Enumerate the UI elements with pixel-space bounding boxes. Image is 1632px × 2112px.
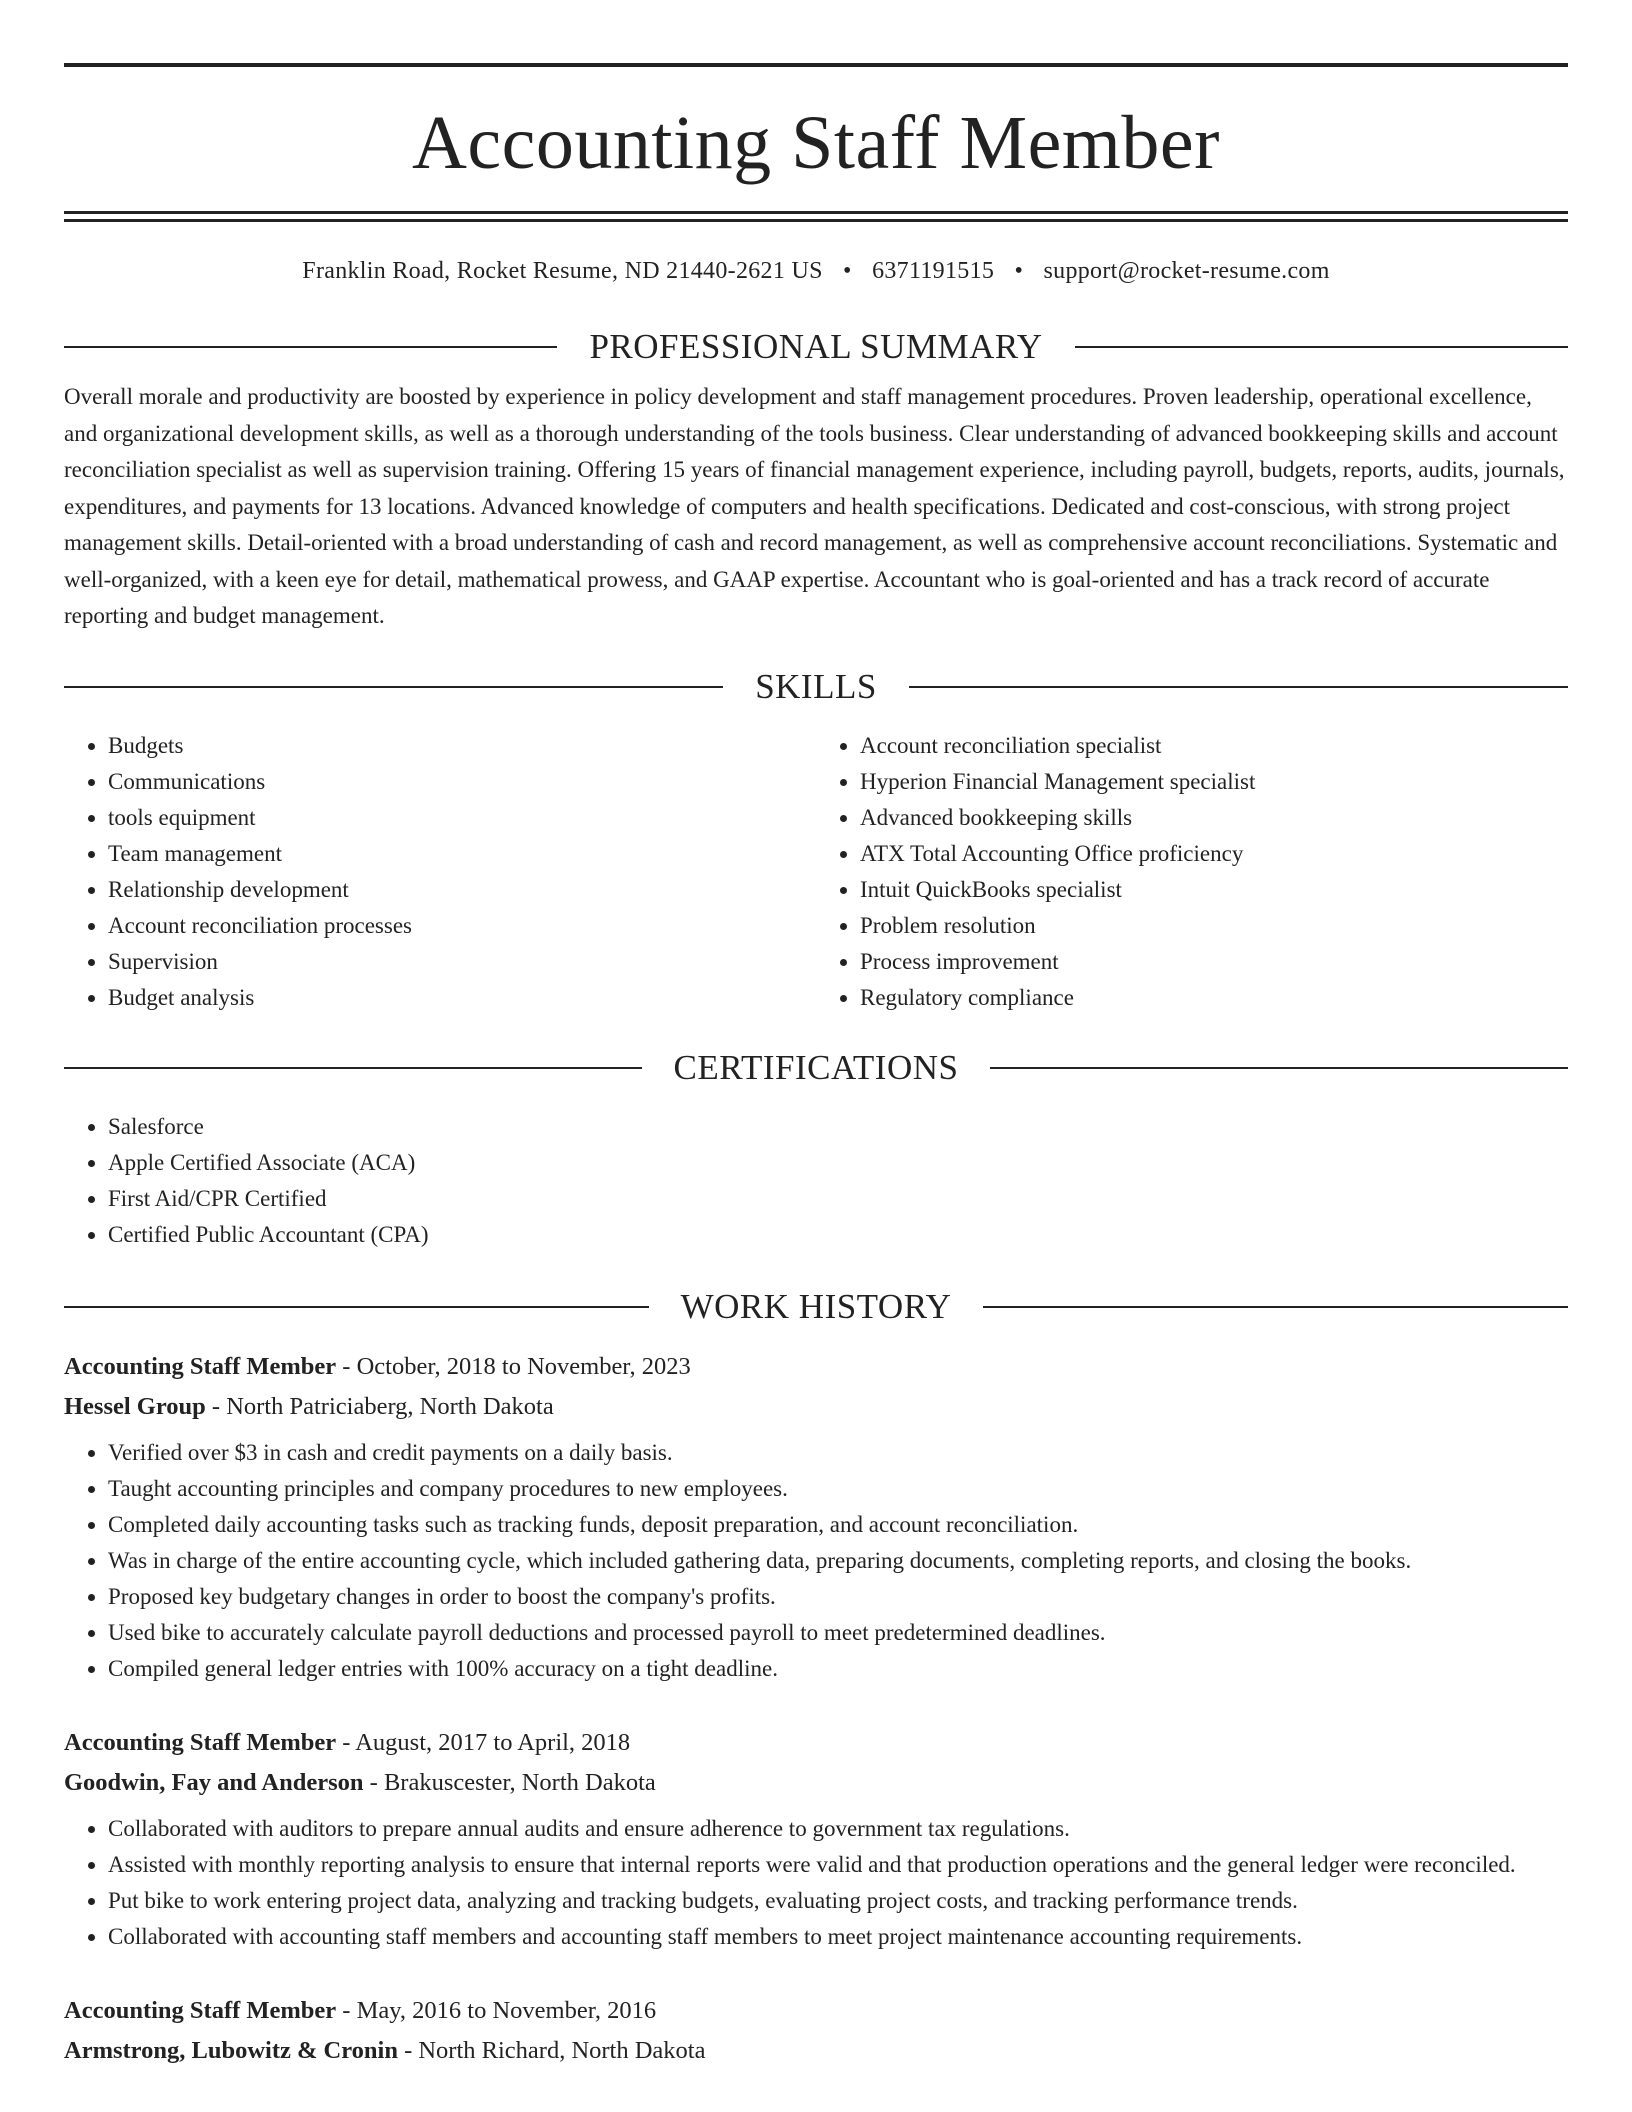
section-title-certifications: CERTIFICATIONS: [673, 1047, 959, 1087]
job-bullet: • Put bike to work entering project data, analyzing and tracking budgets, evaluating project costs, and tracking performance trends.: [108, 1883, 1568, 1919]
section-rule: [64, 1067, 642, 1069]
job-bullet: • Collaborated with accounting staff members and accounting staff members to meet project maintenance accounting requirements.: [108, 1919, 1568, 1955]
job-company: Hessel Group: [64, 1392, 206, 1420]
section-rule: [64, 346, 557, 348]
section-rule: [64, 1306, 649, 1308]
job-role: Accounting Staff Member: [64, 1728, 337, 1756]
skills-list-right: [816, 728, 1568, 1016]
job-bullet: • Completed daily accounting tasks such as tracking funds, deposit preparation, and account reconciliation.: [108, 1507, 1568, 1543]
skills-list-left: [64, 728, 816, 1016]
section-header-certifications: [64, 1048, 1568, 1088]
job-dates: - August, 2017 to April, 2018: [336, 1728, 631, 1756]
job-bullet: • Assisted with monthly reporting analysis to ensure that internal reports were valid and that production operations and the general ledger were reconciled.: [108, 1847, 1568, 1883]
section-rule: [1075, 346, 1568, 348]
job-title-line: [64, 1347, 1568, 1387]
job-company: Goodwin, Fay and Anderson: [64, 1768, 364, 1796]
job-company-line: [64, 1763, 1568, 1803]
skill-item: • Regulatory compliance: [860, 980, 1568, 1016]
certification-item: • Apple Certified Associate (ACA): [108, 1145, 1568, 1181]
skill-item: • Intuit QuickBooks specialist: [860, 872, 1568, 908]
section-header-skills: [64, 667, 1568, 707]
contact-email[interactable]: support@rocket-resume.com: [1043, 258, 1330, 284]
contact-separator: •: [843, 258, 852, 284]
job-dates: - May, 2016 to November, 2016: [336, 1996, 657, 2024]
top-rule: [64, 63, 1568, 67]
job-location: - North Patriciaberg, North Dakota: [205, 1392, 554, 1420]
job-bullet: • Used bike to accurately calculate payroll deductions and processed payroll to meet predetermined deadlines.: [108, 1615, 1568, 1651]
job-entry: [64, 1347, 1568, 1687]
skill-item: • Hyperion Financial Management specialist: [860, 764, 1568, 800]
job-location: - Brakuscester, North Dakota: [363, 1768, 656, 1796]
resume-page: [64, 0, 1568, 2071]
section-title-summary: PROFESSIONAL SUMMARY: [589, 327, 1043, 366]
skills-grid: [64, 728, 1568, 1016]
skill-item: • Advanced bookkeeping skills: [860, 800, 1568, 836]
job-bullet: • Compiled general ledger entries with 100% accuracy on a tight deadline.: [108, 1651, 1568, 1687]
skill-item: • Relationship development: [108, 872, 816, 908]
section-title-work: WORK HISTORY: [680, 1286, 952, 1326]
skill-item: • Process improvement: [860, 944, 1568, 980]
job-entry: [64, 1991, 1568, 2071]
double-rule: [64, 211, 1568, 222]
job-company-line: [64, 2031, 1568, 2071]
skill-item: • Team management: [108, 836, 816, 872]
skill-item: • Account reconciliation specialist: [860, 728, 1568, 764]
contact-line: [64, 257, 1568, 285]
skill-item: • tools equipment: [108, 800, 816, 836]
section-rule: [983, 1306, 1568, 1308]
job-role: Accounting Staff Member: [64, 1996, 337, 2024]
resume-name: Accounting Staff Member: [412, 101, 1220, 185]
job-title-line: [64, 1991, 1568, 2031]
skill-item: • Budgets: [108, 728, 816, 764]
job-title-line: [64, 1723, 1568, 1763]
job-location: - North Richard, North Dakota: [397, 2036, 706, 2064]
summary-text: Overall morale and productivity are boosted by experience in policy development and staff management procedures. Proven leadership, operational excellence, and organizational development skills, as well as a thorough understanding of the tools business. Clear understanding of advanced bookkeeping skills and account reconciliation specialist as well as supervision training. Offering 15 years of financial management experience, including payroll, budgets, reports, audits, journals, expenditures, and payments for 13 locations. Advanced knowledge of computers and health specifications. Dedicated and cost-conscious, with strong project management skills. Detail-oriented with a broad understanding of cash and record management, as well as comprehensive account reconciliations. Systematic and well-organized, with a keen eye for detail, mathematical prowess, and GAAP expertise. Accountant who is goal-oriented and has a track record of accurate reporting and budget management.: [64, 384, 1565, 628]
job-bullet: • Verified over $3 in cash and credit payments on a daily basis.: [108, 1435, 1568, 1471]
job-role: Accounting Staff Member: [64, 1352, 337, 1380]
section-rule: [64, 686, 723, 688]
skill-item: • Budget analysis: [108, 980, 816, 1016]
job-bullet: • Taught accounting principles and company procedures to new employees.: [108, 1471, 1568, 1507]
section-rule: [990, 1067, 1568, 1069]
job-company-line: [64, 1387, 1568, 1427]
skill-item: • ATX Total Accounting Office proficiency: [860, 836, 1568, 872]
certification-item: • First Aid/CPR Certified: [108, 1181, 1568, 1217]
section-rule: [909, 686, 1568, 688]
skill-item: • Problem resolution: [860, 908, 1568, 944]
job-company: Armstrong, Lubowitz & Cronin: [64, 2036, 398, 2064]
skill-item: • Account reconciliation processes: [108, 908, 816, 944]
certification-item: • Certified Public Accountant (CPA): [108, 1217, 1568, 1253]
job-entry: [64, 1723, 1568, 1955]
section-header-summary: [64, 327, 1568, 367]
job-bullet: • Collaborated with auditors to prepare annual audits and ensure adherence to government tax regulations.: [108, 1811, 1568, 1847]
section-header-work: [64, 1287, 1568, 1327]
job-dates: - October, 2018 to November, 2023: [336, 1352, 691, 1380]
skill-item: • Communications: [108, 764, 816, 800]
certification-item: • Salesforce: [108, 1109, 1568, 1145]
contact-separator: •: [1014, 258, 1024, 284]
section-title-skills: SKILLS: [755, 666, 877, 706]
contact-address: Franklin Road, Rocket Resume, ND 21440-2621 US: [302, 258, 823, 284]
certifications-list: [64, 1109, 1568, 1253]
skill-item: • Supervision: [108, 944, 816, 980]
job-bullets: [64, 1435, 1568, 1687]
job-bullet: • Proposed key budgetary changes in order to boost the company's profits.: [108, 1579, 1568, 1615]
job-bullets: [64, 1811, 1568, 1955]
job-bullet: • Was in charge of the entire accounting cycle, which included gathering data, preparing documents, completing reports, and closing the books.: [108, 1543, 1568, 1579]
contact-phone[interactable]: 6371191515: [872, 258, 995, 284]
